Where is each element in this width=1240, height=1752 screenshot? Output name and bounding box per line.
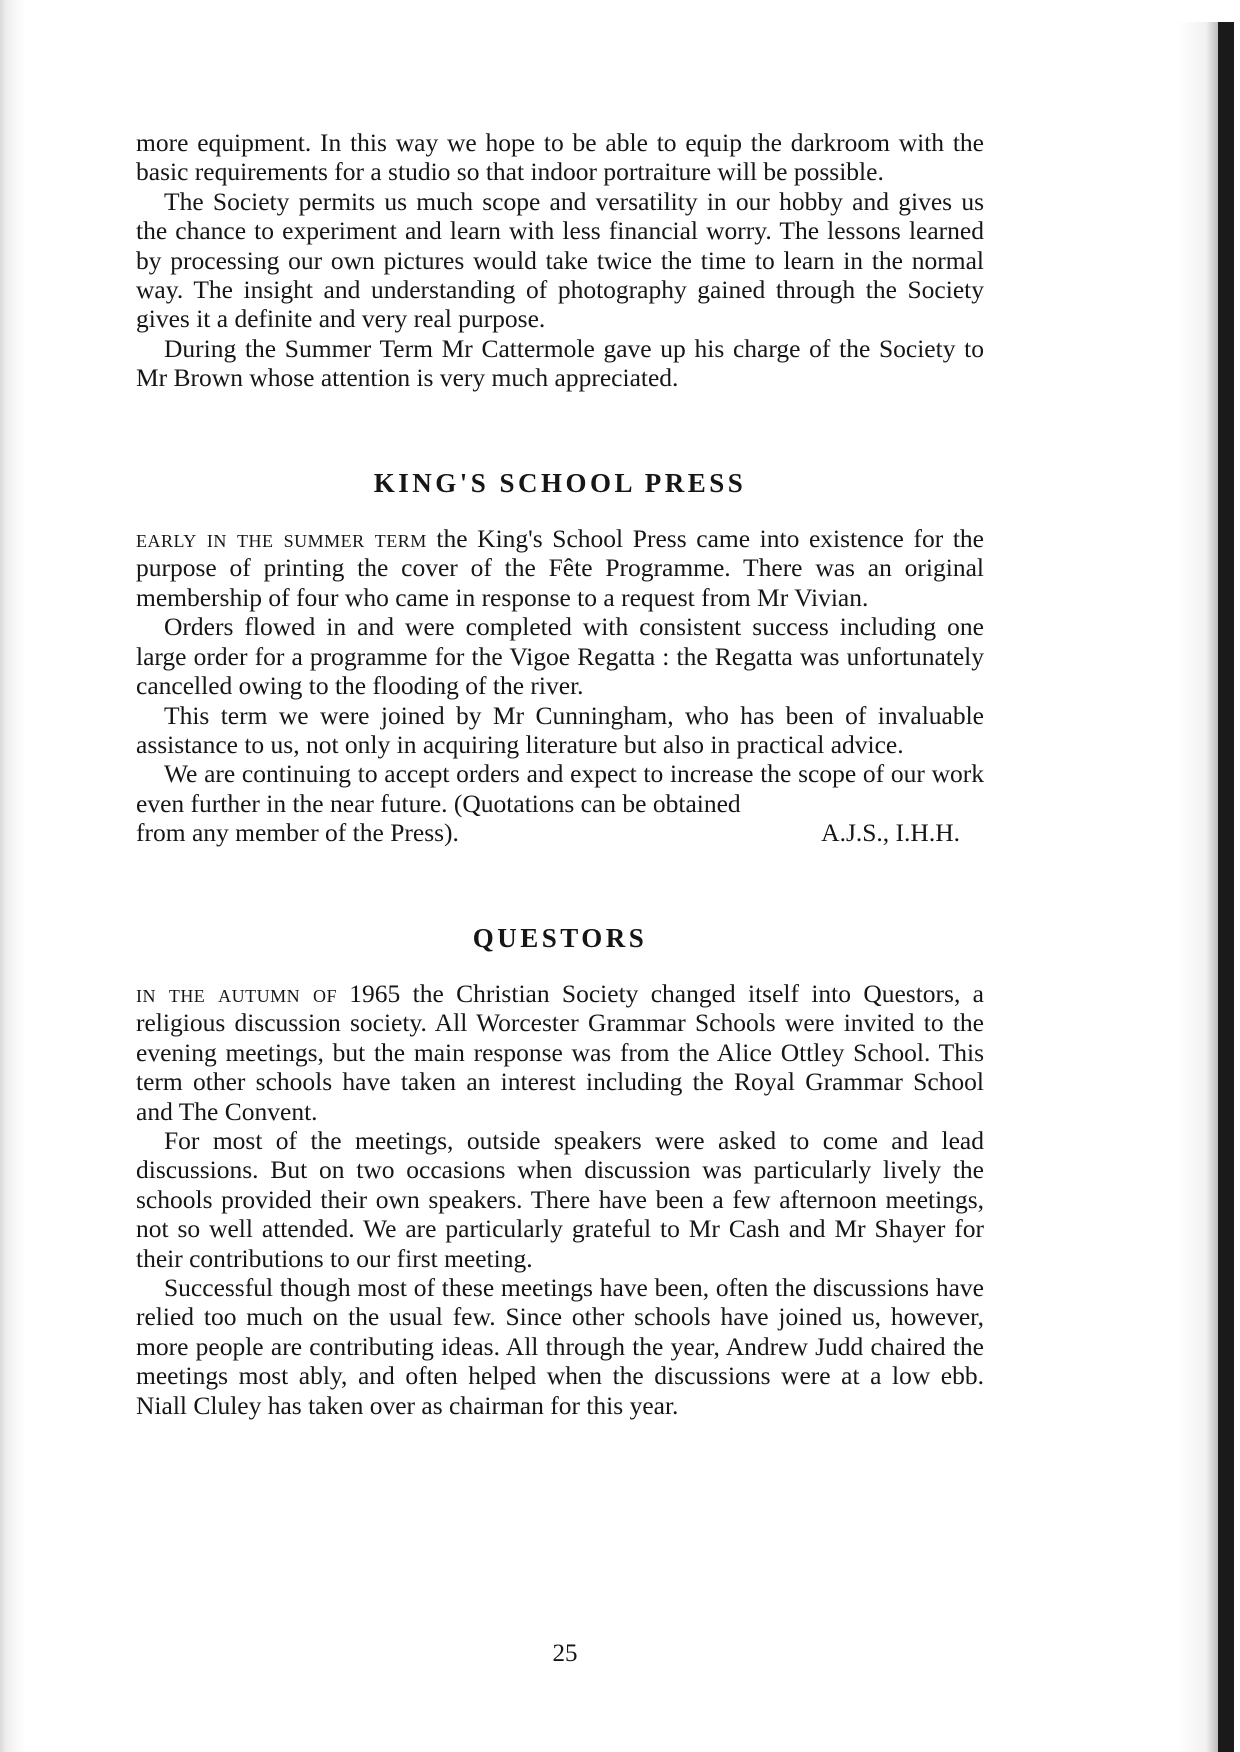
- paragraph-text: the King's School Press came into existence for the purpose of printing the cover of the Fête Programme. There was an original membership of four who came in response to a request from Mr Vivian.: [136, 524, 984, 612]
- page-body: [136, 128, 984, 1420]
- paragraph: We are continuing to accept orders and expect to increase the scope of our work even further in the near future. (Quotations can be obtained: [136, 759, 984, 818]
- paragraph: more equipment. In this way we hope to be able to equip the darkroom with the basic requirements for a studio so that indoor portraiture will be possible.: [136, 128, 984, 187]
- paragraph: [136, 979, 984, 1126]
- small-caps-lead-in: early in the summer term: [136, 524, 427, 554]
- scan-binding-shadow: [1178, 22, 1218, 1752]
- page-number: 25: [552, 1640, 578, 1667]
- closing-text: from any member of the Press).: [136, 818, 459, 848]
- scan-right-edge: [1218, 22, 1234, 1752]
- small-caps-lead-in: in the autumn of: [136, 978, 337, 1008]
- paragraph: Orders flowed in and were completed with consistent success including one large order for a programme for the Vigoe Regatta : the Regatta was unfortunately cancelled owing to the flooding of the river.: [136, 612, 984, 701]
- paragraph: During the Summer Term Mr Cattermole gave up his charge of the Society to Mr Brown whose attention is very much appreciated.: [136, 333, 984, 393]
- year: 1965: [349, 978, 401, 1008]
- photographic-society-continuation: [136, 128, 984, 393]
- closing-line: [136, 818, 984, 847]
- paragraph: [136, 524, 984, 612]
- scan-left-edge: [0, 0, 26, 1752]
- questors-section: [136, 924, 984, 1421]
- paragraph: Successful though most of these meetings have been, often the discussions have relied too much on the usual few. Since other schools have joined us, however, more people are contributing ideas. All through the year, Andrew Judd chaired the meetings most ably, and often helped when the discussions were at a low ebb. Niall Cluley has taken over as chairman for this year.: [136, 1273, 984, 1420]
- paragraph-text: the Christian Society changed itself into Questors, a religious discussion society. All Worcester Grammar Schools were invited to the evening meetings, but the main response was from the Alice Ottley School. This term other schools have taken an interest including the Royal Grammar School and The Convent.: [136, 978, 984, 1126]
- paragraph: The Society permits us much scope and versatility in our hobby and gives us the chance to experiment and learn with less financial worry. The lessons learned by processing our own pictures would take twice the time to learn in the normal way. The insight and understanding of photography gained through the Society gives it a definite and very real purpose.: [136, 186, 984, 334]
- signature: A.J.S., I.H.H.: [821, 818, 960, 848]
- section-heading: QUESTORS: [472, 922, 648, 953]
- paragraph: This term we were joined by Mr Cunningham, who has been of invaluable assistance to us, not only in acquiring literature but also in practical advice.: [136, 700, 984, 759]
- section-heading: KING'S SCHOOL PRESS: [373, 467, 747, 498]
- paragraph: For most of the meetings, outside speakers were asked to come and lead discussions. But on two occasions when discussion was particularly lively the schools provided their own speakers. There have been a few afternoon meetings, not so well attended. We are particularly grateful to Mr Cash and Mr Shayer for their contributions to our first meeting.: [136, 1125, 984, 1273]
- kings-school-press-section: [136, 469, 984, 848]
